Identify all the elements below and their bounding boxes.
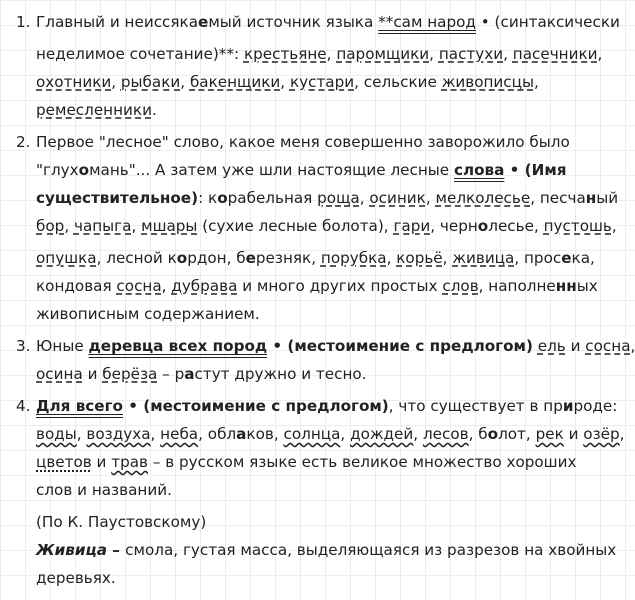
text-segment: , [111,73,121,91]
text-line [36,132,570,156]
text-segment: роде: [573,397,618,415]
underlined-word: корьё [396,249,443,267]
stressed-letter: о [487,425,499,443]
footnote-line [36,568,116,592]
text-segment: , [180,73,190,91]
text-line [36,452,576,476]
text-segment: , [611,217,617,235]
text-segment: рдон [187,249,227,267]
text-line [36,364,367,388]
item-number-1: 1. [16,13,31,31]
underlined-word: живописцы [441,73,534,91]
underlined-word: крестьяне [243,45,327,63]
underlined-word: рыбаки [120,73,181,91]
text-segment: лесье [488,217,534,235]
text-segment: , [630,337,635,355]
text-segment: • (местоимение с предлогом) [267,337,533,355]
item-number-4: 4. [16,397,31,415]
text-segment: Юные [36,337,89,355]
text-segment: , [590,249,595,267]
text-segment: ков [246,425,274,443]
text-segment: ка [571,249,591,267]
text-segment: , [429,45,439,63]
text-segment: , [425,189,436,207]
text-segment: , [413,425,423,443]
text-segment: деревьях. [36,569,116,587]
text-segment: • (местоимение с предлогом) [122,397,389,415]
text-line [36,480,172,504]
underlined-word: цветов [36,453,92,471]
text-segment: • (синтаксически [475,13,620,31]
underlined-word: солнца [283,425,341,443]
text-segment: , [76,425,87,443]
text-line [36,336,635,360]
underlined-word: осиник [369,189,426,207]
stressed-letter: о [477,217,489,235]
text-segment: – р [157,365,185,383]
source-attribution [36,512,206,536]
text-line [36,160,567,184]
text-line [36,424,624,448]
text-line [36,304,260,328]
text-segment: , [161,277,172,295]
text-segment: , [340,425,351,443]
underlined-word: озёр [583,425,620,443]
text-segment: , [619,425,625,443]
stressed-letter: о [78,161,90,179]
text-segment: и [82,365,103,383]
stressed-letter: а [236,425,247,443]
text-segment: , [533,217,544,235]
stressed-letter: а [184,365,195,383]
text-line [36,276,598,300]
text-segment: и [563,425,584,443]
text-segment: – [107,541,126,559]
underlined-word: рек [535,425,564,443]
stressed-letter: и [562,397,574,415]
text-segment: , [359,189,370,207]
stressed-letter: н [585,189,597,207]
underlined-word: пустошь [543,217,612,235]
underlined-word: слов [442,277,479,295]
text-segment: слов и названий. [36,481,172,499]
text-segment: , [226,249,237,267]
text-line [36,248,595,272]
text-segment: б [236,249,246,267]
underlined-word: ель [537,337,566,355]
text-segment: (По К. Паустовскому) [36,513,207,531]
text-segment: , [131,217,142,235]
stressed-letter: е [198,13,209,31]
text-segment: и [91,453,112,471]
text-line [36,216,617,240]
text-segment: , [468,425,479,443]
text-segment: , лесной [96,249,168,267]
stressed-letter: е [561,249,572,267]
underlined-word: неба [160,425,199,443]
text-segment: рабельная [227,189,318,207]
text-segment: , сельские [354,73,442,91]
text-segment: , [430,217,440,235]
text-segment: , что существует в пр [388,397,563,415]
underlined-word: воздуха [86,425,151,443]
text-line [36,72,539,96]
underlined-word: трав [111,453,149,471]
underlined-word: лесов [422,425,469,443]
item-number-3: 3. [16,337,31,355]
text-segment: прос [524,249,562,267]
text-segment: кондовая [36,277,117,295]
underlined-word: ремесленники [36,101,152,119]
text-segment: , [525,425,536,443]
underlined-word: слова [453,161,505,179]
underlined-word: дождей [350,425,414,443]
text-segment: и много других простых [237,277,443,295]
text-segment: , [64,217,74,235]
underlined-word: Для всего [36,397,123,415]
underlined-word: порубка [320,249,387,267]
stressed-letter: о [217,189,228,207]
underlined-word: сосна [585,337,631,355]
underlined-word: дубрава [171,277,238,295]
underlined-word: **сам народ [378,13,476,31]
text-segment: , [503,45,513,63]
text-segment: лот [498,425,526,443]
stressed-letter: е [245,249,256,267]
underlined-word: деревца всех пород [88,337,268,355]
text-segment: , [280,73,290,91]
text-segment: , [597,45,603,63]
text-segment: Первое "лесное" слово, какое меня совершенно заворожило было [36,133,570,151]
text-line [36,100,157,124]
underlined-word: воды [36,425,77,443]
underlined-word: мелколесье [435,189,531,207]
text-segment: "глух [36,161,79,179]
text-segment: смола, густая масса, выделяющаяся из разрезов на хвойных [125,541,617,559]
underlined-word: пасечники [512,45,598,63]
underlined-word: осина [36,365,83,383]
text-segment: , песча [530,189,586,207]
text-segment: (сухие лесные болота), [197,217,394,235]
underlined-word: кустари [289,73,355,91]
text-segment: неделимое сочетание)**: [36,45,244,63]
text-segment: , [514,249,524,267]
text-segment: . [151,101,157,119]
underlined-word: сосна [116,277,162,295]
term-word: Живица [36,541,107,559]
underlined-word: мшары [141,217,198,235]
text-line [36,12,620,36]
text-segment: живописным содержанием. [36,305,260,323]
text-line [36,44,602,68]
text-segment: стут дружно и тесно. [194,365,367,383]
text-segment: к [167,249,177,267]
text-segment: обл [207,425,237,443]
text-segment: ых [576,277,598,295]
underlined-word: охотники [36,73,112,91]
text-segment: резняк [255,249,312,267]
text-line [36,396,617,420]
text-segment: – в русском языке есть великое множество хороших [148,453,577,471]
underlined-word: чапыга [73,217,132,235]
underlined-word: роща [317,189,360,207]
underlined-word: берёза [102,365,158,383]
underlined-word: бор [36,217,65,235]
text-segment: • (Имя [504,161,567,179]
text-segment: существительное) [36,189,199,207]
text-segment: , [533,73,539,91]
text-segment: черн [439,217,478,235]
text-segment: Главный и неиссяка [36,13,199,31]
text-segment: , [150,425,161,443]
text-segment: , [442,249,453,267]
text-segment: б [478,425,488,443]
text-segment: ый [596,189,619,207]
text-segment: , наполне [478,277,556,295]
text-segment: , [311,249,321,267]
underlined-word: паромщики [336,45,430,63]
underlined-word: бакенщики [189,73,281,91]
text-segment: , [198,425,208,443]
underlined-word: гари [393,217,431,235]
text-segment: , [386,249,397,267]
item-number-2: 2. [16,133,31,151]
text-line [36,188,618,212]
underlined-word: живица [452,249,515,267]
stressed-letter: нн [555,277,577,295]
underlined-word: опушка [36,249,97,267]
text-segment: мый источник языка [208,13,379,31]
text-segment: , [273,425,284,443]
underlined-word: пастухи [438,45,504,63]
text-segment: : к [198,189,218,207]
text-segment: мань"... А затем уже шли настоящие лесные [89,161,454,179]
text-segment: , [326,45,337,63]
text-segment: и [565,337,586,355]
stressed-letter: о [176,249,188,267]
footnote-line [36,540,616,564]
